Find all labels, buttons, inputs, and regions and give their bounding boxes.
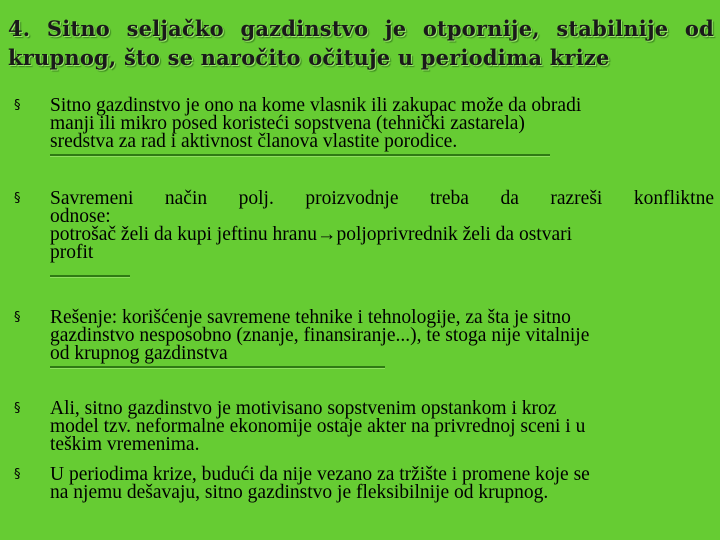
slide-title [8, 14, 714, 72]
bullet-text [50, 466, 714, 502]
bullet-text [50, 400, 714, 454]
bullet-text [50, 190, 714, 262]
bullet-line: Sitno gazdinstvo je ono na kome vlasnik ili zakupac može da obradi [50, 95, 582, 116]
bullet-marker-icon: § [14, 401, 21, 416]
bullet-line: Savremeni način polj. proizvodnje treba da razreši konfliktne [50, 188, 714, 209]
bullet-marker-icon: § [14, 98, 21, 113]
bullet-line: U periodima krize, budući da nije vezano za tržište i promene koje se [50, 464, 590, 485]
bullet-text [50, 309, 714, 363]
divider [50, 275, 130, 277]
bullet-line: odnose: [50, 206, 111, 227]
bullet-line: teškim vremenima. [50, 434, 200, 455]
bullet-line: Rešenje: korišćenje savremene tehnike i tehnologije, za šta je sitno [50, 307, 571, 328]
bullet-line: profit [50, 242, 94, 263]
bullet-line: model tzv. neformalne ekonomije ostaje akter na privrednoj sceni i u [50, 416, 586, 437]
bullet-marker-icon: § [14, 191, 21, 206]
bullet-marker-icon: § [14, 310, 21, 325]
bullet-line: potrošač želi da kupi jeftinu hranu→poljoprivrednik želi da ostvari [50, 224, 573, 245]
bullet-line: manji ili mikro posed koristeći sopstvena (tehnički zastarela) [50, 113, 525, 134]
bullet-marker-icon: § [14, 467, 21, 482]
title-line: 4. Sitno seljačko gazdinstvo je otpornije, stabilnije od [8, 16, 714, 41]
divider [50, 154, 550, 156]
bullet-line: na njemu dešavaju, sitno gazdinstvo je fleksibilnije od krupnog. [50, 482, 549, 503]
title-line: krupnog, što se naročito očituje u periodima krize [8, 45, 610, 70]
bullet-text [50, 97, 714, 151]
bullet-line: sredstva za rad i aktivnost članova vlastite porodice. [50, 131, 458, 152]
bullet-line: Ali, sitno gazdinstvo je motivisano sopstvenim opstankom i kroz [50, 398, 557, 419]
divider [50, 366, 385, 368]
bullet-line: gazdinstvo nesposobno (znanje, finansiranje...), te stoga nije vitalnije [50, 325, 590, 346]
bullet-line: od krupnog gazdinstva [50, 343, 228, 364]
